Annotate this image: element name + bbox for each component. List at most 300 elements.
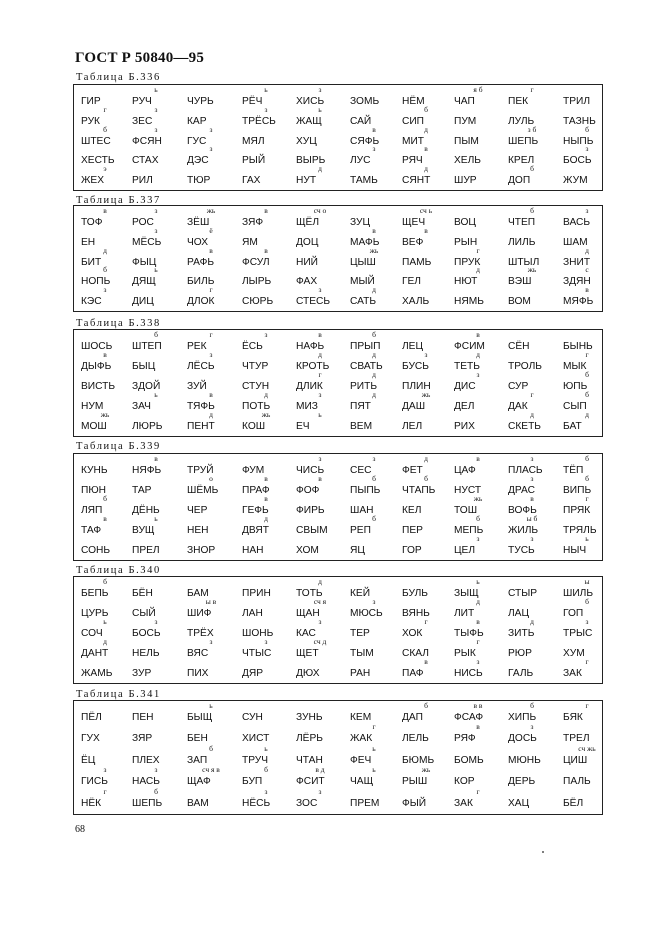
stress-mark: в bbox=[476, 330, 480, 339]
syllable-word: ЗДОЙ bbox=[132, 381, 161, 392]
syllable-word: ВЭШ bbox=[508, 276, 532, 288]
stress-mark: ы б bbox=[526, 514, 538, 523]
syllable-word: ТАМЬ bbox=[350, 175, 378, 187]
stress-mark: д bbox=[318, 577, 322, 586]
syllable-word: ГЕФЬ bbox=[242, 505, 269, 516]
stress-mark: з bbox=[154, 124, 158, 134]
syllable-word: ХИСЬ bbox=[296, 96, 325, 107]
table-cell bbox=[242, 245, 300, 269]
table-cell bbox=[296, 765, 354, 788]
syllable-word: ЛАЦ bbox=[508, 608, 530, 619]
syllable-word: РЫЙ bbox=[242, 155, 266, 167]
table-cell bbox=[508, 265, 566, 288]
table-cell bbox=[402, 640, 460, 660]
syllable-word: ФИРЬ bbox=[296, 505, 325, 516]
syllable-word: ГУС bbox=[187, 135, 207, 147]
syllable-word: ЦЕЛ bbox=[454, 545, 476, 556]
stress-mark: б bbox=[585, 124, 589, 134]
syllable-word: ВОМ bbox=[508, 296, 531, 308]
stress-mark: жь bbox=[206, 206, 216, 215]
table-cell bbox=[242, 580, 300, 600]
table-cell bbox=[508, 514, 566, 537]
table-cell bbox=[402, 747, 460, 767]
syllable-word: СЯФЬ bbox=[350, 135, 380, 147]
syllable-word: ВЫРЬ bbox=[296, 155, 326, 167]
syllable-word: ТРЁХ bbox=[187, 628, 214, 639]
table-cell bbox=[132, 786, 190, 810]
syllable-word: ПЛИН bbox=[402, 381, 431, 392]
syllable-word: ВИСТЬ bbox=[81, 381, 116, 392]
syllable-word: КЕЙ bbox=[350, 588, 371, 599]
table-cell bbox=[508, 494, 566, 517]
syllable-word: ЗАК bbox=[563, 668, 582, 679]
syllable-word: МЫЙ bbox=[350, 276, 375, 288]
table-cell bbox=[81, 537, 139, 557]
syllable-word: БЕН bbox=[187, 733, 208, 745]
syllable-word: ТРЁСЬ bbox=[242, 115, 276, 127]
syllable-word: САЙ bbox=[350, 115, 372, 127]
table-cell bbox=[508, 768, 566, 788]
stress-mark: д bbox=[530, 410, 534, 419]
table-cell bbox=[187, 144, 245, 167]
table-cell bbox=[402, 225, 460, 249]
syllable-word: ЗАК bbox=[454, 797, 473, 809]
syllable-word: ДЛОК bbox=[187, 296, 215, 308]
stress-mark: з bbox=[318, 617, 322, 626]
stress-mark: в bbox=[264, 206, 268, 215]
stress-mark: з bbox=[154, 206, 158, 215]
syllable-word: СВЫМ bbox=[296, 525, 328, 536]
stress-mark: д bbox=[318, 350, 322, 359]
stress-mark: д bbox=[264, 514, 268, 523]
table-row bbox=[74, 285, 602, 308]
stress-mark: б bbox=[154, 786, 158, 796]
syllable-word: ДВЯТ bbox=[242, 525, 269, 536]
syllable-word: ФЫЦ bbox=[132, 256, 157, 268]
table-cell bbox=[242, 390, 300, 413]
stress-mark: б bbox=[264, 765, 268, 775]
syllable-word: РЫН bbox=[454, 236, 478, 248]
stress-mark: в bbox=[424, 144, 428, 154]
syllable-word: ЗНИТ bbox=[563, 256, 591, 268]
table-cell bbox=[81, 124, 139, 148]
syllable-word: ЗЁШ bbox=[187, 217, 210, 228]
syllable-word: ЕН bbox=[81, 236, 96, 248]
stress-mark: в bbox=[264, 474, 268, 483]
table-cell bbox=[242, 206, 300, 229]
table-cell bbox=[508, 333, 566, 353]
table-cell bbox=[296, 330, 354, 353]
stress-mark: г bbox=[103, 104, 107, 114]
table-cell bbox=[402, 268, 460, 288]
stress-mark: в bbox=[372, 225, 376, 235]
table-cell bbox=[350, 537, 408, 557]
table-cell bbox=[350, 660, 408, 680]
stress-mark: г bbox=[585, 350, 589, 359]
syllable-word: ТРЕЛ bbox=[563, 733, 590, 745]
syllable-word: БУСЬ bbox=[402, 361, 429, 372]
syllable-word: ЧОХ bbox=[187, 236, 209, 248]
table-cell bbox=[296, 285, 354, 308]
table-cell bbox=[296, 786, 354, 810]
table-row bbox=[74, 330, 602, 353]
table-cell bbox=[187, 660, 245, 680]
table-cell bbox=[454, 454, 512, 477]
syllable-word: ГУХ bbox=[81, 733, 100, 745]
syllable-word: БАМ bbox=[187, 588, 209, 599]
syllable-word: СЫП bbox=[563, 401, 587, 412]
table-cell bbox=[563, 390, 621, 413]
table-cell bbox=[296, 350, 354, 373]
table-cell bbox=[296, 164, 354, 187]
table-cell bbox=[187, 410, 245, 433]
syllable-word: СКЕТЬ bbox=[508, 421, 541, 432]
syllable-word: ЗНОР bbox=[187, 545, 216, 556]
syllable-word: РИТЬ bbox=[350, 381, 378, 392]
table-cell bbox=[350, 370, 408, 393]
stress-mark: в bbox=[264, 245, 268, 255]
table-cell bbox=[187, 597, 245, 620]
syllable-word: ФСАФ bbox=[454, 712, 484, 723]
syllable-word: ДЯЩ bbox=[132, 276, 156, 288]
table-cell bbox=[454, 657, 512, 680]
syllable-word: ГИР bbox=[81, 96, 101, 107]
stress-mark: д bbox=[476, 265, 480, 275]
syllable-word: ЦЫШ bbox=[350, 256, 376, 268]
table-cell bbox=[296, 660, 354, 680]
syllable-word: ДАП bbox=[402, 712, 423, 723]
table-cell bbox=[187, 497, 245, 517]
syllable-word: ВАСЬ bbox=[563, 217, 591, 228]
syllable-table bbox=[73, 576, 603, 684]
syllable-word: РОС bbox=[132, 217, 154, 228]
syllable-word: ЩЕЧ bbox=[402, 217, 426, 228]
stress-mark: б bbox=[103, 494, 107, 503]
table-cell bbox=[402, 537, 460, 557]
syllable-word: КЕМ bbox=[350, 712, 372, 723]
syllable-word: ДАШ bbox=[402, 401, 426, 412]
syllable-word: ЧТЕП bbox=[508, 217, 536, 228]
table-cell bbox=[81, 725, 139, 745]
syllable-word: НЁМ bbox=[402, 96, 425, 107]
stress-mark: з bbox=[209, 350, 213, 359]
table-cell bbox=[296, 747, 354, 767]
syllable-word: НЫПЬ bbox=[563, 135, 594, 147]
table-cell bbox=[296, 474, 354, 497]
syllable-word: ТЫФЬ bbox=[454, 628, 484, 639]
syllable-word: ФСИМ bbox=[454, 341, 485, 352]
syllable-word: СИП bbox=[402, 115, 425, 127]
table-cell bbox=[563, 701, 621, 724]
stress-mark: в bbox=[103, 350, 107, 359]
stress-mark: з bbox=[318, 390, 322, 399]
table-cell bbox=[454, 370, 512, 393]
syllable-word: ТЕР bbox=[350, 628, 370, 639]
table-cell bbox=[350, 620, 408, 640]
syllable-word: НАФЬ bbox=[296, 341, 325, 352]
table-cell bbox=[350, 640, 408, 660]
syllable-word: МЁСЬ bbox=[132, 236, 162, 248]
stress-mark: в bbox=[264, 494, 268, 503]
table-cell bbox=[132, 537, 190, 557]
syllable-word: ХАЛЬ bbox=[402, 296, 430, 308]
stress-mark: жь bbox=[261, 410, 271, 419]
table-cell bbox=[563, 534, 621, 557]
syllable-word: ШОСЬ bbox=[81, 341, 113, 352]
syllable-word: СЮРЬ bbox=[242, 296, 274, 308]
syllable-word: НАСЬ bbox=[132, 776, 160, 788]
table-row bbox=[74, 577, 602, 600]
stress-mark: в bbox=[103, 206, 107, 215]
table-cell bbox=[454, 786, 512, 810]
syllable-word: ЗУНЬ bbox=[296, 712, 323, 723]
table-cell bbox=[187, 537, 245, 557]
stress-mark: г bbox=[476, 245, 480, 255]
table-cell bbox=[563, 640, 621, 660]
table-cell bbox=[402, 164, 460, 187]
page-number: 68 bbox=[75, 824, 85, 835]
table-cell bbox=[350, 88, 408, 108]
table-cell bbox=[454, 413, 512, 433]
syllable-word: ЛЕЛ bbox=[402, 421, 423, 432]
table-cell bbox=[81, 393, 139, 413]
stress-mark: з bbox=[530, 474, 534, 483]
table-cell bbox=[563, 494, 621, 517]
syllable-word: ПРУК bbox=[454, 256, 481, 268]
table-cell bbox=[242, 128, 300, 148]
table-cell bbox=[81, 373, 139, 393]
table-cell bbox=[81, 457, 139, 477]
syllable-word: ПЫПЬ bbox=[350, 485, 381, 496]
syllable-word: СТУН bbox=[242, 381, 270, 392]
syllable-word: ВОФЬ bbox=[508, 505, 537, 516]
syllable-word: ФУМ bbox=[242, 465, 265, 476]
table-cell bbox=[81, 617, 139, 640]
syllable-word: НЁК bbox=[81, 797, 102, 809]
table-cell bbox=[296, 497, 354, 517]
table-cell bbox=[508, 722, 566, 745]
syllable-word: ФСЯН bbox=[132, 135, 162, 147]
syllable-word: ХИСТ bbox=[242, 733, 270, 745]
syllable-word: ЩЁЛ bbox=[296, 217, 320, 228]
table-cell bbox=[508, 373, 566, 393]
stress-mark: б bbox=[585, 454, 589, 463]
syllable-word: ПЫМ bbox=[454, 135, 479, 147]
table-cell bbox=[402, 790, 460, 810]
table-cell bbox=[296, 410, 354, 433]
stress-mark: г bbox=[585, 657, 589, 666]
syllable-word: НИСЬ bbox=[454, 668, 483, 679]
syllable-word: ПАМЬ bbox=[402, 256, 432, 268]
stress-mark: з bbox=[476, 657, 480, 666]
table-cell bbox=[563, 350, 621, 373]
table-cell bbox=[132, 725, 190, 745]
syllable-word: ЛЫРЬ bbox=[242, 276, 272, 288]
syllable-word: ПЛАСЬ bbox=[508, 465, 543, 476]
stress-mark: з bbox=[318, 85, 322, 94]
table-cell bbox=[563, 370, 621, 393]
table-cell bbox=[350, 245, 408, 269]
syllable-word: ШЕПЬ bbox=[132, 797, 163, 809]
table-cell bbox=[454, 597, 512, 620]
table-cell bbox=[296, 390, 354, 413]
stress-mark: з bbox=[264, 330, 268, 339]
syllable-word: ПРАФ bbox=[242, 485, 270, 496]
stress-mark: б bbox=[209, 743, 213, 753]
syllable-word: НУСТ bbox=[454, 485, 482, 496]
table-cell bbox=[350, 597, 408, 620]
stress-mark: б bbox=[424, 701, 428, 710]
stress-mark: з bbox=[318, 285, 322, 295]
table-cell bbox=[81, 350, 139, 373]
table-cell bbox=[508, 390, 566, 413]
syllable-word: БУП bbox=[242, 776, 263, 788]
table-cell bbox=[81, 410, 139, 433]
table-cell bbox=[402, 249, 460, 269]
syllable-word: РЯФ bbox=[454, 733, 476, 745]
stress-mark: д bbox=[424, 124, 428, 134]
table-cell bbox=[296, 704, 354, 724]
syllable-word: ТУСЬ bbox=[508, 545, 535, 556]
table-cell bbox=[187, 330, 245, 353]
syllable-word: ЩАФ bbox=[187, 776, 211, 788]
syllable-word: ХОМ bbox=[296, 545, 319, 556]
table-cell bbox=[454, 637, 512, 660]
table-cell bbox=[132, 640, 190, 660]
stress-mark: жь bbox=[421, 765, 431, 775]
table-row bbox=[74, 225, 602, 249]
syllable-table bbox=[73, 84, 603, 191]
table-cell bbox=[132, 600, 190, 620]
stress-mark: б bbox=[530, 701, 534, 710]
table-cell bbox=[296, 229, 354, 249]
table-cell bbox=[132, 124, 190, 148]
syllable-word: ПАФ bbox=[402, 668, 424, 679]
syllable-word: ДЕЛ bbox=[454, 401, 475, 412]
table-cell bbox=[563, 333, 621, 353]
table-cell bbox=[350, 765, 408, 788]
table-cell bbox=[242, 288, 300, 308]
stress-mark: д bbox=[585, 410, 589, 419]
stress-mark: з bbox=[264, 104, 268, 114]
table-cell bbox=[508, 701, 566, 724]
syllable-word: ПИХ bbox=[187, 668, 209, 679]
stress-mark: в в bbox=[473, 701, 483, 710]
table-cell bbox=[132, 167, 190, 187]
stress-mark: з bbox=[585, 617, 589, 626]
syllable-word: ФСУЛ bbox=[242, 256, 270, 268]
stress-mark: з bbox=[103, 765, 107, 775]
table-cell bbox=[402, 517, 460, 537]
syllable-word: ДИС bbox=[454, 381, 476, 392]
table-cell bbox=[242, 147, 300, 167]
syllable-word: ВОЦ bbox=[454, 217, 476, 228]
stress-mark: з bbox=[264, 637, 268, 646]
stress-mark: д bbox=[372, 390, 376, 399]
table-cell bbox=[132, 580, 190, 600]
stress-mark: з bbox=[530, 534, 534, 543]
stress-mark: з bbox=[372, 454, 376, 463]
table-row bbox=[74, 701, 602, 724]
syllable-word: ЮПЬ bbox=[563, 381, 588, 392]
table-cell bbox=[242, 514, 300, 537]
table-cell bbox=[187, 743, 245, 767]
table-cell bbox=[242, 167, 300, 187]
stress-mark: г bbox=[209, 330, 213, 339]
syllable-word: БАТ bbox=[563, 421, 582, 432]
stress-mark: э bbox=[103, 164, 107, 174]
table-cell bbox=[508, 229, 566, 249]
table-cell bbox=[132, 514, 190, 537]
table-cell bbox=[454, 265, 512, 288]
syllable-word: ФАХ bbox=[296, 276, 318, 288]
syllable-word: КАС bbox=[296, 628, 316, 639]
syllable-word: НЁСЬ bbox=[242, 797, 271, 809]
table-cell bbox=[81, 765, 139, 788]
table-row bbox=[74, 722, 602, 745]
table-cell bbox=[508, 640, 566, 660]
syllable-word: КАР bbox=[187, 115, 207, 127]
table-cell bbox=[296, 517, 354, 537]
table-row bbox=[74, 657, 602, 680]
syllable-word: ПЁЛ bbox=[81, 712, 102, 723]
syllable-word: ПЕНТ bbox=[187, 421, 215, 432]
table-cell bbox=[402, 288, 460, 308]
syllable-word: ЧТАН bbox=[296, 754, 323, 766]
stress-mark: з bbox=[424, 350, 428, 359]
stress-mark: г bbox=[585, 494, 589, 503]
stress-mark: г bbox=[476, 786, 480, 796]
syllable-word: ХАЦ bbox=[508, 797, 530, 809]
syllable-word: ДАНТ bbox=[81, 648, 109, 659]
stress-mark: жь bbox=[369, 245, 379, 255]
table-cell bbox=[402, 701, 460, 724]
syllable-word: ШЕПЬ bbox=[508, 135, 539, 147]
table-cell bbox=[454, 288, 512, 308]
syllable-word: ТРЫС bbox=[563, 628, 593, 639]
table-cell bbox=[508, 534, 566, 557]
stress-mark: д bbox=[476, 350, 480, 359]
table-cell bbox=[81, 514, 139, 537]
stress-mark: з bbox=[264, 786, 268, 796]
table-cell bbox=[81, 206, 139, 229]
stress-mark: в bbox=[424, 657, 428, 666]
table-cell bbox=[132, 413, 190, 433]
scan-speck bbox=[542, 851, 544, 853]
syllable-word: СТЫР bbox=[508, 588, 538, 599]
table-cell bbox=[563, 454, 621, 477]
syllable-word: ГАХ bbox=[242, 175, 261, 187]
syllable-word: ЁСЬ bbox=[242, 341, 263, 352]
table-cell bbox=[132, 225, 190, 249]
syllable-word: БЫЩ bbox=[187, 712, 213, 723]
table-cell bbox=[454, 108, 512, 128]
table-cell bbox=[402, 497, 460, 517]
table-cell bbox=[187, 637, 245, 660]
syllable-word: ЧАП bbox=[454, 96, 475, 107]
table-cell bbox=[132, 704, 190, 724]
syllable-word: ВЕМ bbox=[350, 421, 373, 432]
table-cell bbox=[187, 285, 245, 308]
stress-mark: сч д bbox=[313, 637, 327, 646]
table-cell bbox=[296, 128, 354, 148]
syllable-word: ЗАП bbox=[187, 754, 208, 766]
table-cell bbox=[187, 373, 245, 393]
syllable-word: ШТЕП bbox=[132, 341, 162, 352]
stress-mark: д bbox=[424, 454, 428, 463]
table-row bbox=[74, 474, 602, 497]
stress-mark: ё bbox=[209, 225, 213, 235]
